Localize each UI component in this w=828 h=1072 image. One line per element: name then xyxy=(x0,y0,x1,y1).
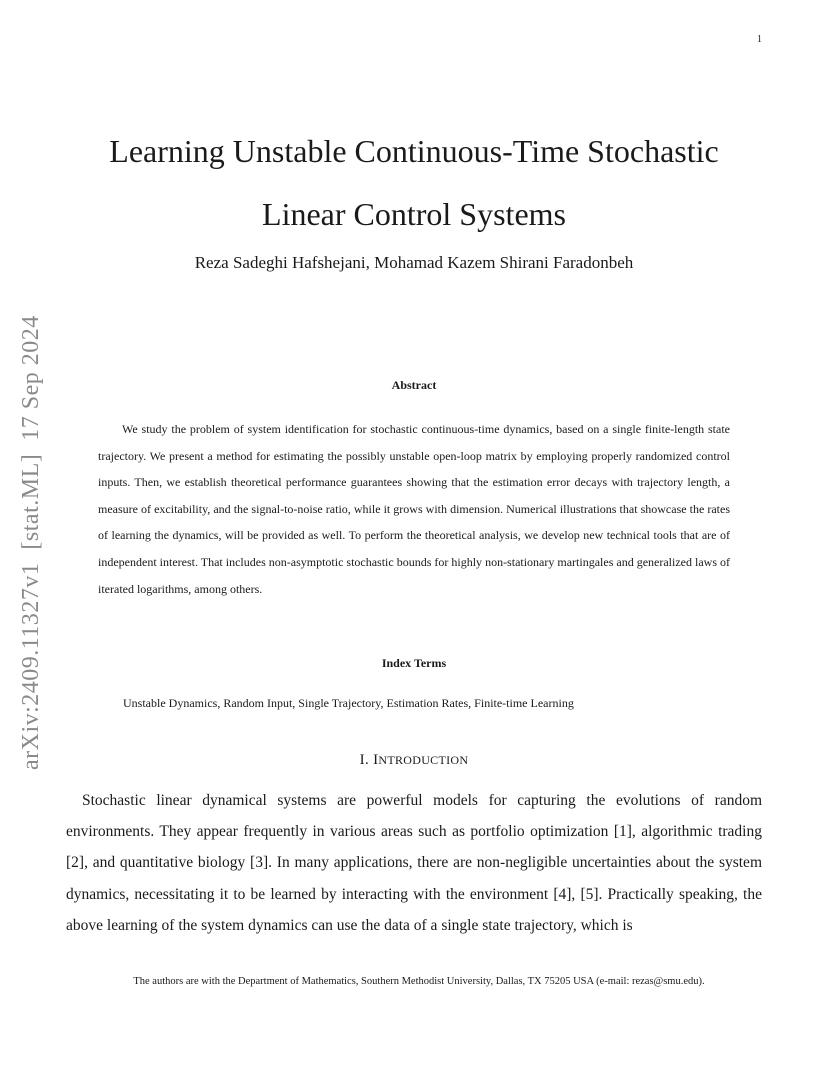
paper-title-line-2: Linear Control Systems xyxy=(262,196,566,232)
section-title-small-caps: NTRODUCTION xyxy=(378,753,469,767)
arxiv-identifier-stamp: arXiv:2409.11327v1 [stat.ML] 17 Sep 2024 xyxy=(18,315,44,770)
paper-title xyxy=(70,120,758,246)
abstract-body: We study the problem of system identification for stochastic continuous-time dynamics, based on a single finite-length state trajectory. We present a method for estimating the possibly unstable open-loop matrix by employing properly randomized control inputs. Then, we establish theoretical performance guarantees showing that the estimation error decays with trajectory length, a measure of excitability, and the signal-to-noise ratio, while it grows with dimension. Numerical illustrations that showcase the rates of learning the dynamics, will be provided as well. To perform the theoretical analysis, we develop new technical tools that are of independent interest. That includes non-asymptotic stochastic bounds for highly non-stationary martingales and generalized laws of iterated logarithms, among others. xyxy=(98,422,730,596)
introduction-paragraph: Stochastic linear dynamical systems are powerful models for capturing the evolutions of random environments. They appear frequently in various areas such as portfolio optimization [1], algorithmic trading [2], and quantitative biology [3]. In many applications, there are non-negligible uncertainties about the system dynamics, necessitating it to be learned by interacting with the environment [4], [5]. Practically speaking, the above learning of the system dynamics can use the data of a single state trajectory, which is xyxy=(66,792,762,934)
index-terms-heading: Index Terms xyxy=(381,656,447,670)
section-heading-introduction xyxy=(0,752,828,769)
author-list: Reza Sadeghi Hafshejani, Mohamad Kazem Shirani Faradonbeh xyxy=(194,253,634,272)
page-number: 1 xyxy=(757,34,762,45)
section-title-initial: I xyxy=(373,752,379,768)
index-terms-list: Unstable Dynamics, Random Input, Single Trajectory, Estimation Rates, Finite-time Learning xyxy=(123,696,574,710)
section-number: I. xyxy=(359,752,370,768)
author-affiliation-footnote: The authors are with the Department of Mathematics, Southern Methodist University, Dallas, TX 75205 USA (e-mail: rezas@smu.edu). xyxy=(133,976,705,987)
paper-title-line-1: Learning Unstable Continuous-Time Stochastic xyxy=(109,133,719,169)
abstract-heading: Abstract xyxy=(391,378,437,392)
